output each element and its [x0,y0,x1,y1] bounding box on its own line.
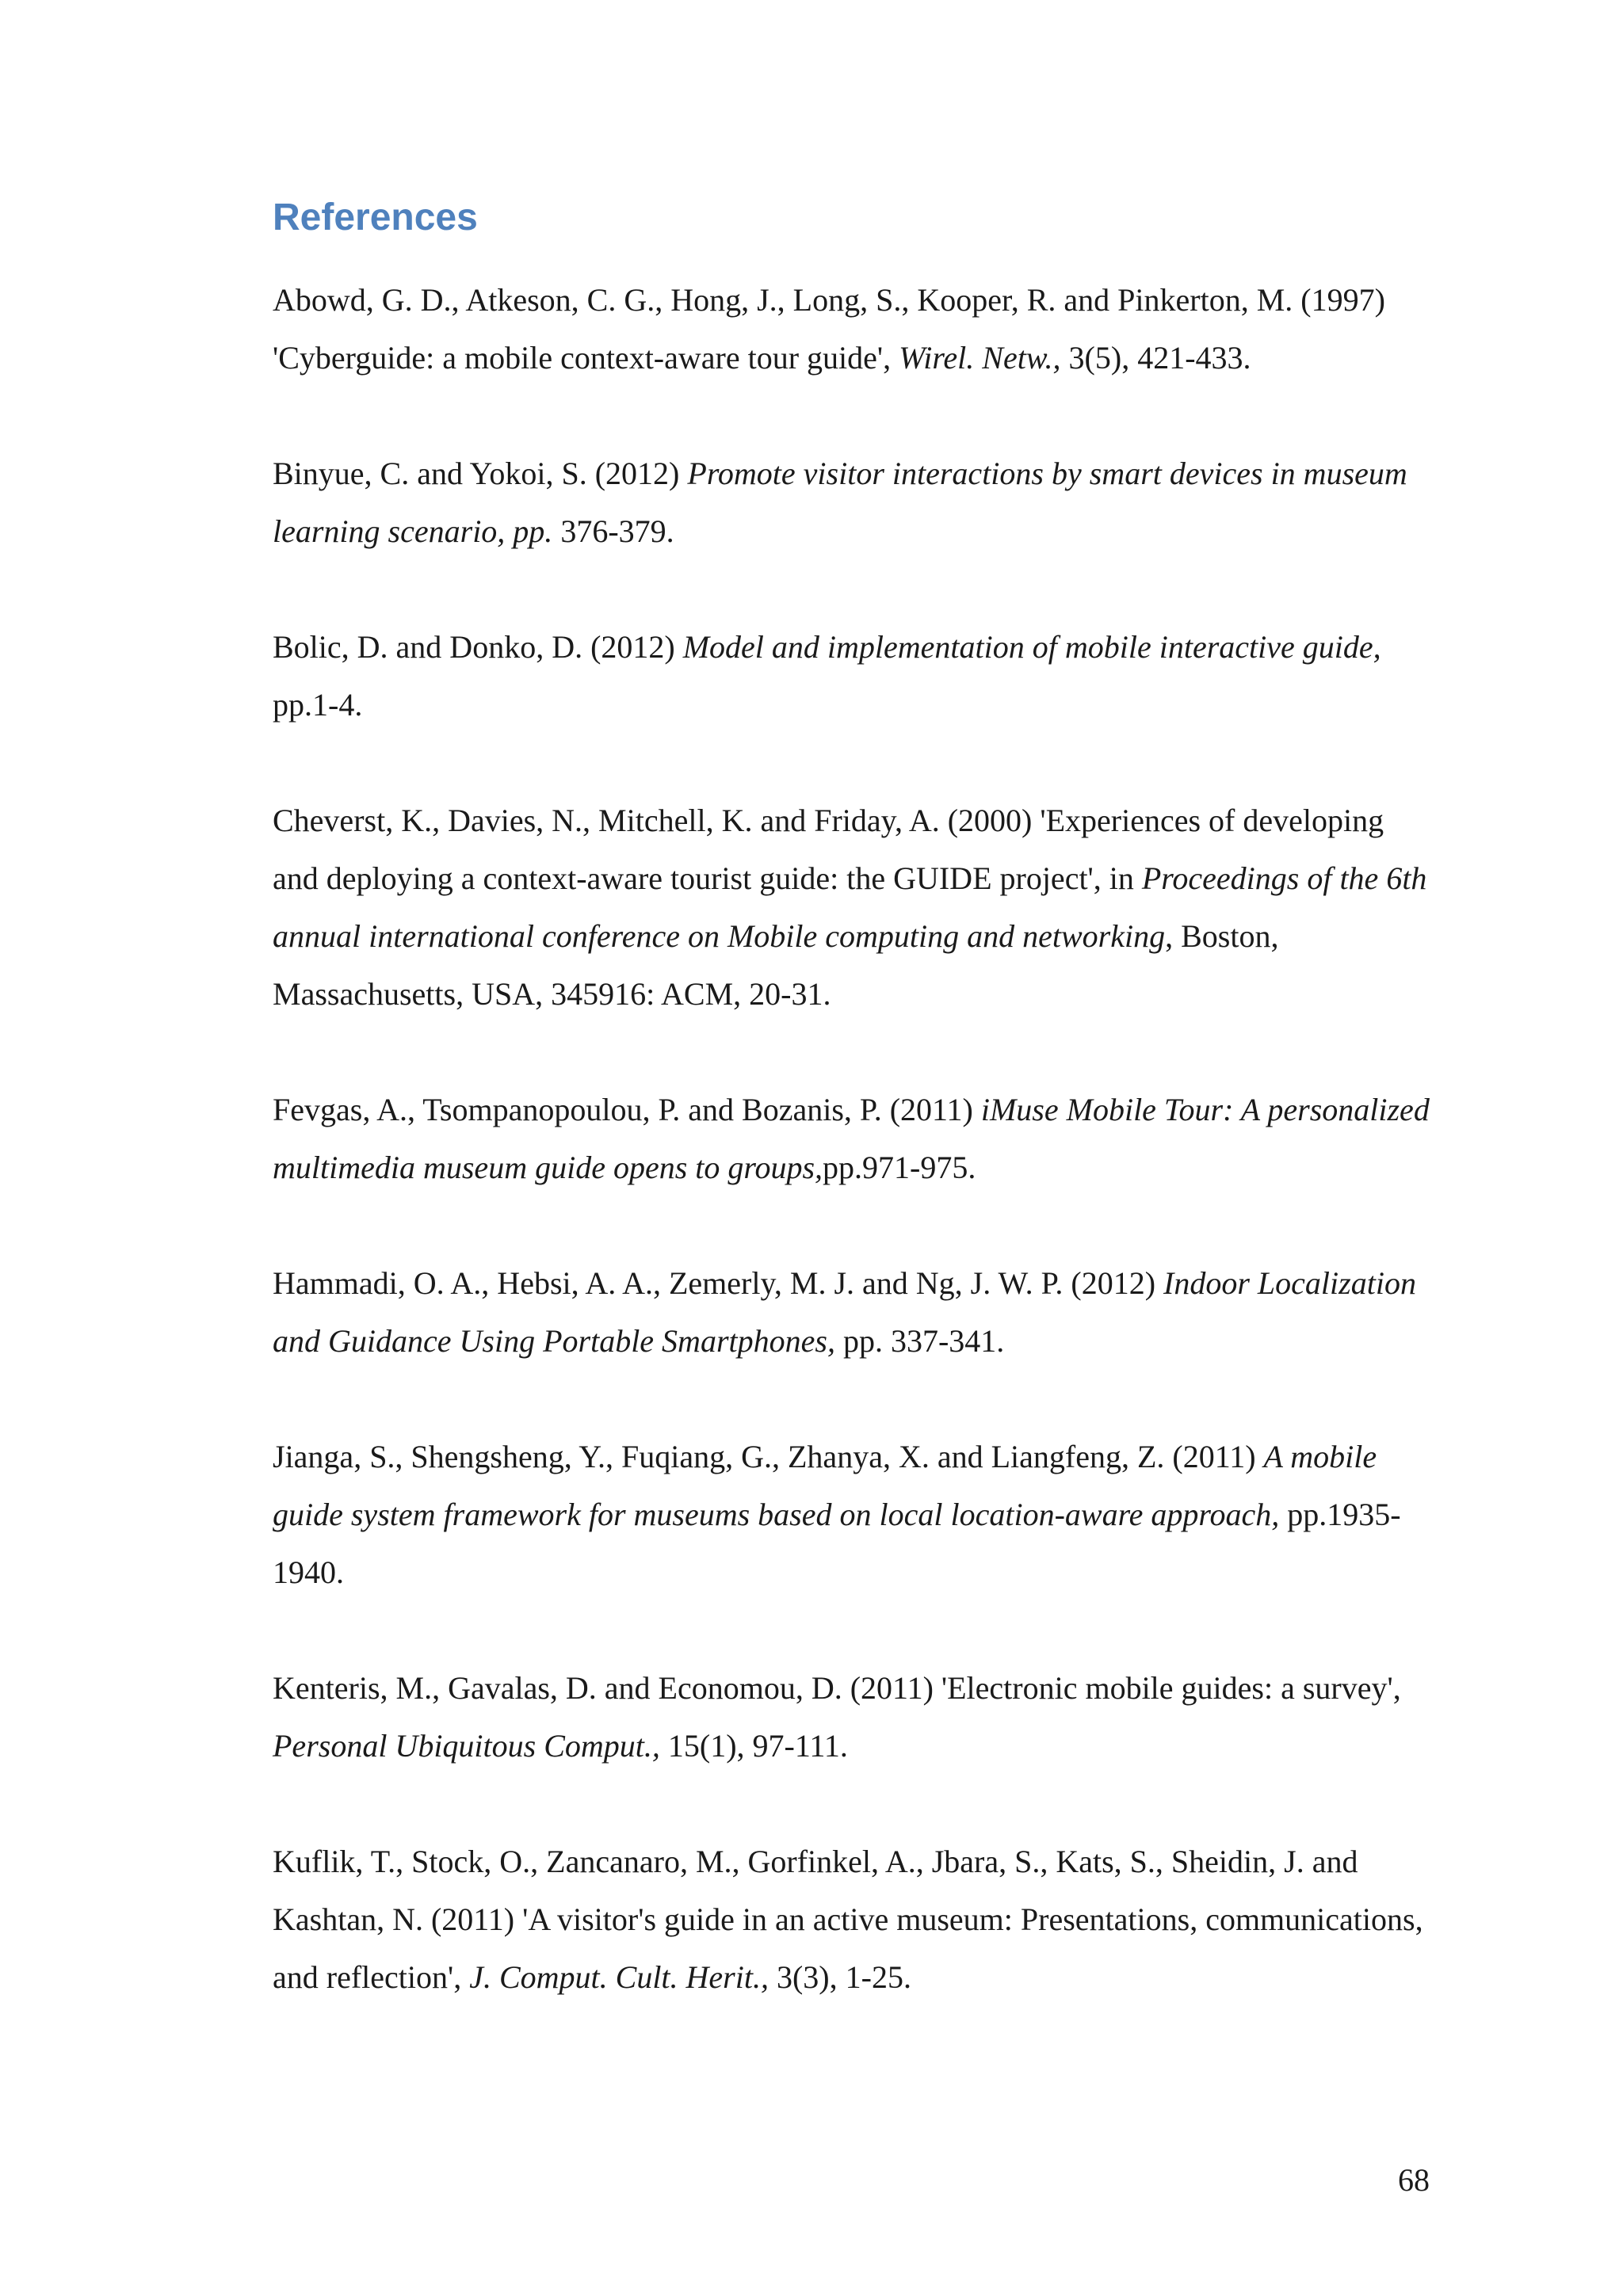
page-heading: References [273,196,478,238]
reference-text: 3(3), 1-25. [768,1959,911,1995]
reference-text: Abowd, G. D., Atkeson, C. G., Hong, J., Long, S., Kooper, R. and Pinkerton, M. (1997) 'Cyberguide: a mobile context-aware tour guide', [273,282,1385,376]
reference-entry [273,1428,1430,1601]
reference-text: Kuflik, T., Stock, O., Zancanaro, M., Gorfinkel, A., Jbara, S., Kats, S., Sheidin, J. and Kashtan, N. (2011) 'A visitor's guide in an active museum: Presentations, communications, and reflection', [273,1844,1423,1995]
reference-text: 376-379. [552,513,674,549]
reference-text: pp. 337-341. [834,1323,1005,1359]
reference-entry [273,1833,1430,2006]
reference-entry [273,618,1430,734]
reference-text: Binyue, C. and Yokoi, S. (2012) [273,456,688,491]
reference-text: 3(5), 421-433. [1060,340,1251,376]
reference-title: Personal Ubiquitous Comput., [273,1728,660,1764]
reference-text: Fevgas, A., Tsompanopoulou, P. and Bozanis, P. (2011) [273,1092,981,1127]
reference-entry [273,1254,1430,1370]
reference-text: pp.971-975. [823,1150,976,1185]
reference-title: Proceedings of the 6th annual international conference on Mobile computing and networking [273,860,1427,954]
reference-text: Bolic, D. and Donko, D. (2012) [273,629,683,665]
reference-title: iMuse Mobile Tour: A personalized multimedia museum guide opens to groups, [273,1092,1430,1185]
reference-list [273,271,1430,2064]
reference-title: Promote visitor interactions by smart devices in museum learning scenario, pp. [273,456,1407,549]
reference-entry [273,444,1430,560]
reference-entry [273,791,1430,1023]
reference-title: Wirel. Netw., [899,340,1061,376]
reference-text: Hammadi, O. A., Hebsi, A. A., Zemerly, M. J. and Ng, J. W. P. (2012) [273,1265,1164,1301]
reference-title: Model and implementation of mobile interactive guide, [682,629,1381,665]
reference-text: Jianga, S., Shengsheng, Y., Fuqiang, G., Zhanya, X. and Liangfeng, Z. (2011) [273,1439,1264,1474]
reference-entry [273,1081,1430,1196]
reference-text: Kenteris, M., Gavalas, D. and Economou, D. (2011) 'Electronic mobile guides: a survey', [273,1670,1401,1706]
reference-title: Indoor Localization and Guidance Using Portable Smartphones, [273,1265,1416,1359]
reference-title: J. Comput. Cult. Herit., [469,1959,769,1995]
reference-text: 15(1), 97-111. [659,1728,848,1764]
reference-entry [273,271,1430,387]
reference-text: , Boston, Massachusetts, USA, 345916: ACM, 20-31. [273,918,1279,1012]
reference-text: pp.1-4. [273,687,363,723]
reference-text: pp.1935-1940. [273,1497,1401,1590]
reference-text: Cheverst, K., Davies, N., Mitchell, K. and Friday, A. (2000) 'Experiences of developing and deploying a context-aware tourist guide: the GUIDE project', in [273,803,1384,896]
reference-entry [273,1659,1430,1775]
reference-title: A mobile guide system framework for museums based on local location-aware approach, [273,1439,1377,1532]
page-number: 68 [1398,2162,1430,2198]
